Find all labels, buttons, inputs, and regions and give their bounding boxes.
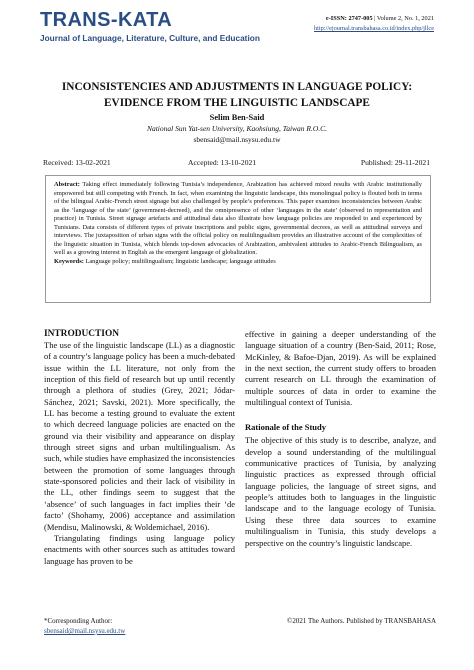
published-date: Published: 29-11-2021 <box>360 158 430 167</box>
volume-info: Volume 2, No. 1, 2021 <box>376 15 434 22</box>
introduction-heading: INTRODUCTION <box>44 329 120 339</box>
journal-header <box>40 10 434 50</box>
issn: e-ISSN: 2747-005 <box>325 15 373 22</box>
paper-title: INCONSISTENCIES AND ADJUSTMENTS IN LANGUAGE POLICY: EVIDENCE FROM THE LINGUISTIC LANDSCAPE <box>61 81 413 109</box>
intro-paragraph-1: The use of the linguistic landscape (LL) as a diagnostic of a country’s language policy has been a much-debated issue within the LL literature, not only from the inception of this field of research but up until recently through a plethora of studies (Grey, 2021; Jódar-Sánchez, 2021; Savski, 2021). More specifically, the LL has become a testing ground to evaluate the extent to which decreed language policies are enacted on the ground via their visibility and appearance on display through street signs and urban multilingualism. As such, while studies have emphasized the inconsistencies between the promotion of some languages through state-sponsored policies and their lack of visibility in the LL, other findings seem to suggest that the ‘absence’ of such languages in fact implies their ‘de facto’ (Shohamy, 2006) acceptance and assimilation (Mendisu, Malinowski, & Woldemichael, 2016). <box>44 340 235 532</box>
keywords-label: Keywords: <box>54 257 84 265</box>
abstract-box <box>45 175 431 303</box>
author-email: sbensaid@mail.nsysu.edu.tw <box>193 135 281 144</box>
accepted-date: Accepted: 13-10-2021 <box>188 158 257 167</box>
author-affiliation: National Sun Yat-sen University, Kaohsiung, Taiwan R.O.C. <box>146 124 328 133</box>
rationale-heading: Rationale of the Study <box>245 422 326 433</box>
keywords-text: Language policy; multilingualism; linguistic landscape; language attitudes <box>85 257 276 265</box>
corresponding-author <box>44 616 125 636</box>
corresponding-label: *Corresponding Author: <box>44 617 113 625</box>
author-name: Selim Ben-Said <box>209 113 265 122</box>
abstract-paragraph <box>54 181 422 258</box>
corresponding-email-link[interactable]: sbensaid@mail.nsysu.edu.tw <box>44 627 126 635</box>
received-date: Received: 13-02-2021 <box>43 158 111 167</box>
right-column <box>245 329 436 549</box>
journal-name: Journal of Language, Literature, Culture, and Education <box>40 33 260 43</box>
abstract-text: Taking effect immediately following Tunisia’s independence, Arabization has achieved mixed results with Arabic institutionally empowered but still competing with French. In fact, when examining the linguistic landscape, this monolingual policy is flouted both in terms of the bilingual Arabic-French street signage but also challenged by people’s preferences. This paper examines inconsistencies between Arabic as the ‘language of the state’ (government-decreed), and the omnipresence of other ‘languages in the state’ (observed in representation and practice) in Tunisia. Street signage artefacts and attitudinal data also illustrate how language policies are responded to and experienced by Tunisians. Data consists of different types of private inscriptions and public signs, governmental decrees, as well as attitudinal surveys and interviews. The juxtaposition of urban signs with the official policy on multilingualism provides an illustrative account of the complexities of the linguistic situation in Tunisia, which blends top-down advocacies of Arabization, ambivalent attitudes to Arabic-French Bilingualism, as well as a growing interest in English as the emergent language of globalization. <box>54 181 422 257</box>
journal-logo: TRANS-KATA <box>40 9 173 31</box>
journal-url-link[interactable]: http://ejournal.transbahasa.co.id/index.php/jllce <box>314 25 434 32</box>
copyright-notice: ©2021 The Authors. Published by TRANSBAHASA <box>287 617 436 625</box>
intro-paragraph-2: Triangulating findings using language policy enactments with other sources such as attitudes toward language has proven to be <box>44 532 235 566</box>
intro-paragraph-2-continued: effective in gaining a deeper understanding of the language situation of a country (Ben-Said, 2011; Rose, McKinley, & Bafoe-Djan, 2019). As will be explained in the next section, the current study offers to broaden current research on LL through the examination of multiple sources of data in order to examine the multilingual context of Tunisia. <box>245 329 436 408</box>
left-column <box>44 329 235 567</box>
rationale-paragraph: The objective of this study is to describe, analyze, and develop a sound understanding of the multilingual communicative practices of Tunisia, by analyzing linguistic practices as expressed through official language policies, the language of street signs, and people’s attitudes both to languages in the linguistic landscape and to the language ecology of Tunisia. Using these three data sources to examine multilingualism in Tunisia, this study develops a perspective on the country’s linguistic landscape. <box>245 435 436 548</box>
issn-block: e-ISSN: 2747-005 | Volume 2, No. 1, 2021 http://ejournal.transbahasa.co.id/index.php/jllce <box>314 15 434 32</box>
keywords-line <box>54 258 422 267</box>
abstract-label: Abstract: <box>54 181 80 188</box>
